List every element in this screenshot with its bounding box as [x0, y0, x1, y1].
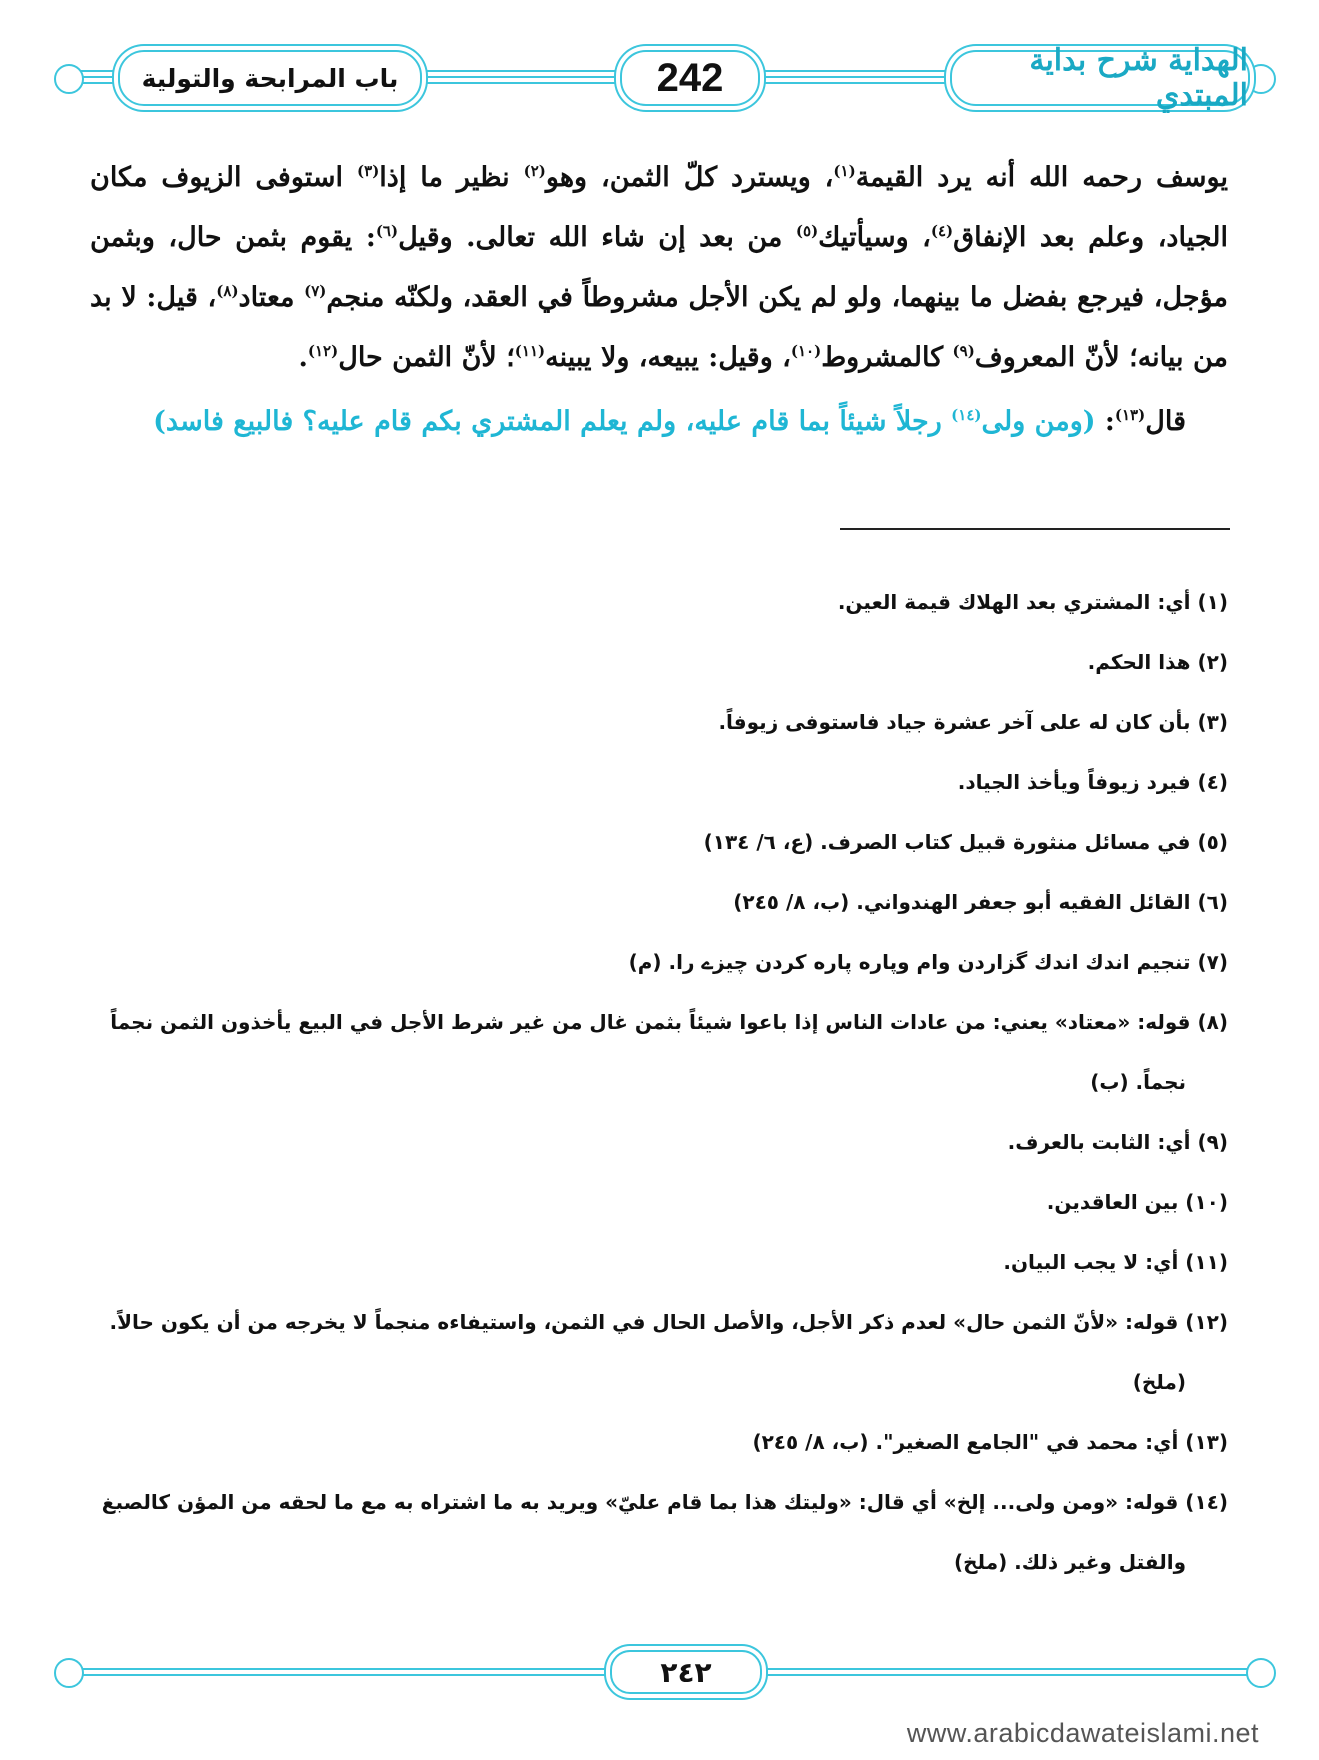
footnote: (٢) هذا الحكم.: [1087, 650, 1228, 674]
ornament-left: [54, 64, 84, 94]
book-title: الهداية شرح بداية المبتدي: [1029, 43, 1248, 113]
book-title-frame: [950, 43, 1250, 113]
ornament-left: [54, 1658, 84, 1688]
page-number: 242: [656, 55, 724, 100]
footnote: (١٤) قوله: «ومن ولى... إلخ» أي قال: «وليتك هذا بما قام عليّ» ويريد به ما اشتراه به مع ما لحقه من المؤن كالصبغ والفتل وغير ذلك. (ملخ): [101, 1490, 1228, 1574]
footnote: (٦) القائل الفقيه أبو جعفر الهندواني. (ب، ٨/ ٢٤٥): [733, 890, 1228, 914]
ornament-right: [1246, 1658, 1276, 1688]
footnote: (١١) أي: لا يجب البيان.: [1003, 1250, 1228, 1274]
footnote: (١) أي: المشتري بعد الهلاك قيمة العين.: [837, 590, 1228, 614]
footnote: (٣) بأن كان له على آخر عشرة جياد فاستوفى زيوفاً.: [718, 710, 1228, 734]
ornament-right: [1246, 64, 1276, 94]
main-text: [90, 148, 1228, 452]
chapter-title: باب المرابحة والتولية: [141, 63, 399, 93]
chapter-title-frame: [118, 50, 422, 106]
footnote: (٩) أي: الثابت بالعرف.: [1007, 1130, 1228, 1154]
footnote: (٧) تنجيم اندك اندك گزاردن وام وپاره پاره كردن چيزے را. (م): [628, 950, 1228, 974]
footnote: (٥) في مسائل منثورة قبيل كتاب الصرف. (ع، ٦/ ١٣٤): [703, 830, 1228, 854]
page-header: [60, 43, 1270, 113]
footnotes: [90, 572, 1228, 1592]
footnote: (١٠) بين العاقدين.: [1046, 1190, 1228, 1214]
footer-page-number: ٢٤٢: [660, 1655, 712, 1689]
page-number-frame: [620, 50, 760, 106]
footnote: (٤) فيرد زيوفاً ويأخذ الجياد.: [957, 770, 1228, 794]
footnote: (٨) قوله: «معتاد» يعني: من عادات الناس إذا باعوا شيئاً بثمن غال من غير شرط الأجل في البيع يأخذون الثمن نجماً نجماً. (ب): [110, 1010, 1228, 1094]
page-footer: [60, 1648, 1270, 1696]
website-watermark: www.arabicdawateislami.net: [906, 1718, 1259, 1748]
footnote-divider: [840, 528, 1230, 530]
main-paragraph: يوسف رحمه الله أنه يرد القيمة$^{(١)}$، ويسترد كلّ الثمن، وهو$^{(٢)}$ نظير ما إذا$^{(٣)}$ استوفى الزيوف مكان الجياد، وعلم بعد الإنفاق$^{(٤)}$، وسيأتيك$^{(٥)}$ من بعد إن شاء الله تعالى. وقيل$^{(٦)}$: يقوم بثمن حال، وبثمن مؤجل، فيرجع بفضل ما بينهما، ولو لم يكن الأجل مشروطاً في العقد، ولكنّه منجم$^{(٧)}$ معتاد$^{(٨)}$، قيل: لا بد من بيانه؛ لأنّ المعروف$^{(٩)}$ كالمشروط$^{(١٠)}$، وقيل: يبيعه، ولا يبينه$^{(١١)}$؛ لأنّ الثمن حال$^{(١٢)}$.: [90, 162, 1229, 373]
footnote: (١٣) أي: محمد في "الجامع الصغير". (ب، ٨/ ٢٤٥): [752, 1430, 1228, 1454]
footnote: (١٢) قوله: «لأنّ الثمن حال» لعدم ذكر الأجل، والأصل الحال في الثمن، واستيفاءه منجماً لا يخرجه من أن يكون حالاً. (ملخ): [109, 1310, 1228, 1394]
footer-page-number-frame: [610, 1650, 762, 1694]
quoted-matn: قال$^{(١٣)}$: (ومن ولى$^{(١٤)}$ رجلاً شيئاً بما قام عليه، ولم يعلم المشتري بكم قام عليه؟ فالبيع فاسد): [153, 406, 1186, 437]
